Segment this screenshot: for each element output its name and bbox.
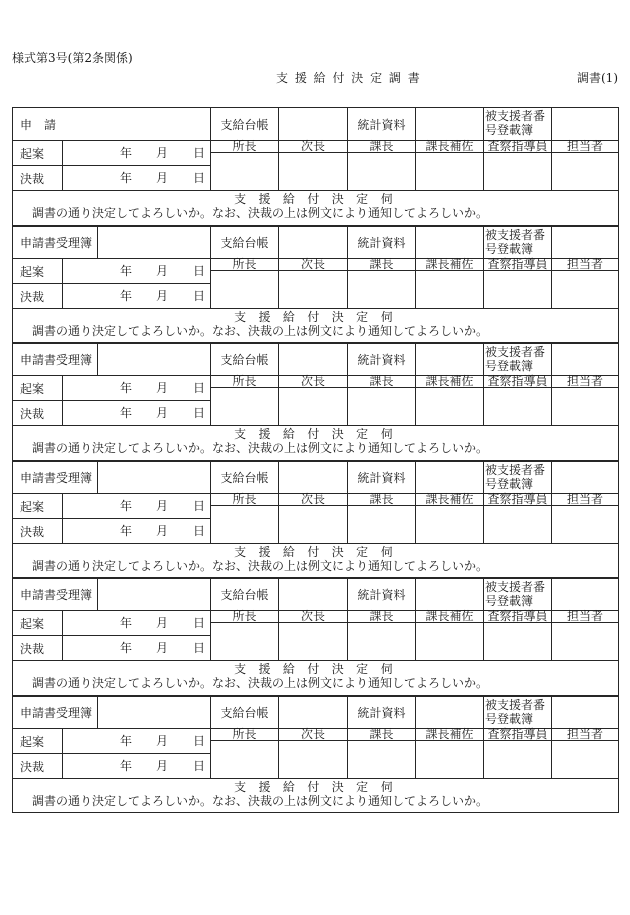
statistics-entry-cell	[415, 695, 484, 729]
role-label-staff-in-charge: 担当者	[566, 374, 603, 388]
approval-form-table	[12, 0, 619, 915]
statistics-label-cell	[347, 342, 416, 376]
stamp-box-supervisor	[483, 740, 552, 779]
draft-label: 起案	[20, 264, 45, 279]
stamp-box-assistant-section-chief	[415, 152, 484, 191]
approval-block	[12, 695, 619, 813]
statistics-label-cell	[347, 577, 416, 611]
stamp-box-deputy-director	[278, 505, 348, 544]
role-label-supervisor: 査察指導員	[487, 727, 548, 741]
approval-label: 決裁	[20, 641, 45, 656]
draft-label: 起案	[20, 499, 45, 514]
decision-cell	[12, 778, 619, 813]
decision-heading: 支 援 給 付 決 定 伺	[234, 662, 397, 676]
support-ledger-label: 支給台帳	[220, 588, 269, 602]
decision-text: 調書の通り決定してよろしいか。なお、決裁の上は例文により通知してよろしいか。	[32, 441, 489, 455]
date-day-label: 日	[193, 759, 206, 773]
support-ledger-label-cell	[210, 107, 279, 141]
statistics-entry-cell	[415, 225, 484, 259]
draft-label-cell	[12, 258, 63, 284]
stamp-box-assistant-section-chief	[415, 270, 484, 309]
decision-cell	[12, 543, 619, 578]
stamp-box-supervisor	[483, 152, 552, 191]
decision-heading: 支 援 給 付 決 定 伺	[234, 545, 397, 559]
approval-date-cell	[62, 635, 211, 661]
role-label-supervisor: 査察指導員	[487, 609, 548, 623]
application-entry-cell	[97, 342, 211, 376]
date-year-label: 年	[120, 264, 133, 278]
decision-cell	[12, 190, 619, 226]
role-label-staff-in-charge: 担当者	[566, 609, 603, 623]
application-label: 申請書受理簿	[20, 706, 93, 720]
decision-cell	[12, 660, 619, 696]
approval-label: 決裁	[20, 289, 45, 304]
date-day-label: 日	[193, 734, 206, 748]
recipient-register-label: 被支援者番号登載簿	[485, 698, 546, 726]
role-label-director: 所長	[232, 374, 257, 388]
draft-label: 起案	[20, 381, 45, 396]
statistics-entry-cell	[415, 107, 484, 141]
date-year-label: 年	[120, 406, 133, 420]
approval-date-cell	[62, 283, 211, 309]
role-label-supervisor: 査察指導員	[487, 257, 548, 271]
document-label: 調書(1)	[577, 71, 618, 85]
stamp-box-deputy-director	[278, 387, 348, 426]
application-label-cell	[12, 342, 98, 376]
statistics-label: 統計資料	[357, 471, 406, 485]
support-ledger-entry-cell	[278, 225, 348, 259]
date-day-label: 日	[193, 289, 206, 303]
role-label-deputy-director: 次長	[300, 139, 325, 153]
draft-label-cell	[12, 610, 63, 636]
role-label-supervisor: 査察指導員	[487, 374, 548, 388]
draft-label: 起案	[20, 734, 45, 749]
statistics-label-cell	[347, 460, 416, 494]
role-label-deputy-director: 次長	[300, 257, 325, 271]
role-label-section-chief: 課長	[369, 727, 394, 741]
application-label: 申 請	[20, 117, 57, 132]
stamp-box-director	[210, 270, 279, 309]
role-label-section-chief: 課長	[369, 492, 394, 506]
date-year-label: 年	[120, 641, 133, 655]
stamp-box-assistant-section-chief	[415, 740, 484, 779]
recipient-register-label: 被支援者番号登載簿	[485, 228, 546, 256]
recipient-register-entry-cell	[551, 695, 619, 729]
role-label-director: 所長	[232, 727, 257, 741]
recipient-register-label-cell	[483, 107, 552, 141]
approval-date-cell	[62, 518, 211, 544]
stamp-box-assistant-section-chief	[415, 387, 484, 426]
application-entry-cell	[97, 695, 211, 729]
stamp-box-deputy-director	[278, 152, 348, 191]
recipient-register-label-cell	[483, 342, 552, 376]
date-month-label: 月	[156, 289, 169, 303]
recipient-register-label-cell	[483, 225, 552, 259]
application-entry-cell	[97, 577, 211, 611]
stamp-box-deputy-director	[278, 622, 348, 661]
statistics-label: 統計資料	[357, 353, 406, 367]
statistics-label: 統計資料	[357, 706, 406, 720]
date-day-label: 日	[193, 499, 206, 513]
application-label-cell	[12, 460, 98, 494]
decision-cell	[12, 308, 619, 343]
draft-date-cell	[62, 375, 211, 401]
role-label-director: 所長	[232, 257, 257, 271]
role-label-director: 所長	[232, 492, 257, 506]
statistics-label-cell	[347, 107, 416, 141]
role-label-assistant-section-chief: 課長補佐	[425, 727, 474, 741]
date-day-label: 日	[193, 381, 206, 395]
support-ledger-label-cell	[210, 460, 279, 494]
role-label-director: 所長	[232, 139, 257, 153]
role-label-deputy-director: 次長	[300, 609, 325, 623]
stamp-box-director	[210, 622, 279, 661]
draft-label-cell	[12, 728, 63, 754]
decision-heading: 支 援 給 付 決 定 伺	[234, 780, 397, 794]
role-label-supervisor: 査察指導員	[487, 139, 548, 153]
date-day-label: 日	[193, 616, 206, 630]
approval-label-cell	[12, 165, 63, 191]
application-label-cell	[12, 107, 211, 141]
support-ledger-label-cell	[210, 695, 279, 729]
draft-date-cell	[62, 258, 211, 284]
stamp-box-section-chief	[347, 152, 416, 191]
approval-date-cell	[62, 165, 211, 191]
date-year-label: 年	[120, 171, 133, 185]
application-label-cell	[12, 695, 98, 729]
role-label-assistant-section-chief: 課長補佐	[425, 609, 474, 623]
date-day-label: 日	[193, 171, 206, 185]
decision-heading: 支 援 給 付 決 定 伺	[234, 427, 397, 441]
stamp-box-staff-in-charge	[551, 505, 619, 544]
role-label-assistant-section-chief: 課長補佐	[425, 374, 474, 388]
application-entry-cell	[97, 460, 211, 494]
support-ledger-label-cell	[210, 577, 279, 611]
support-ledger-entry-cell	[278, 460, 348, 494]
statistics-label-cell	[347, 695, 416, 729]
role-label-staff-in-charge: 担当者	[566, 139, 603, 153]
application-entry-cell	[97, 225, 211, 259]
date-month-label: 月	[156, 406, 169, 420]
stamp-box-supervisor	[483, 622, 552, 661]
draft-date-cell	[62, 610, 211, 636]
role-label-section-chief: 課長	[369, 257, 394, 271]
role-label-supervisor: 査察指導員	[487, 492, 548, 506]
recipient-register-label: 被支援者番号登載簿	[485, 463, 546, 491]
stamp-box-assistant-section-chief	[415, 622, 484, 661]
stamp-box-director	[210, 387, 279, 426]
support-ledger-label: 支給台帳	[220, 706, 269, 720]
application-label: 申請書受理簿	[20, 236, 93, 250]
role-label-assistant-section-chief: 課長補佐	[425, 257, 474, 271]
support-ledger-entry-cell	[278, 577, 348, 611]
statistics-entry-cell	[415, 460, 484, 494]
stamp-box-staff-in-charge	[551, 387, 619, 426]
application-label: 申請書受理簿	[20, 353, 93, 367]
role-label-staff-in-charge: 担当者	[566, 492, 603, 506]
recipient-register-entry-cell	[551, 460, 619, 494]
recipient-register-label-cell	[483, 577, 552, 611]
stamp-box-staff-in-charge	[551, 270, 619, 309]
role-label-assistant-section-chief: 課長補佐	[425, 492, 474, 506]
draft-label-cell	[12, 140, 63, 166]
support-ledger-label: 支給台帳	[220, 236, 269, 250]
date-day-label: 日	[193, 264, 206, 278]
date-day-label: 日	[193, 524, 206, 538]
date-year-label: 年	[120, 146, 133, 160]
support-ledger-entry-cell	[278, 107, 348, 141]
role-label-section-chief: 課長	[369, 374, 394, 388]
decision-text: 調書の通り決定してよろしいか。なお、決裁の上は例文により通知してよろしいか。	[32, 676, 489, 690]
support-ledger-entry-cell	[278, 695, 348, 729]
approval-label: 決裁	[20, 759, 45, 774]
draft-date-cell	[62, 493, 211, 519]
stamp-box-staff-in-charge	[551, 740, 619, 779]
approval-date-cell	[62, 400, 211, 426]
date-month-label: 月	[156, 524, 169, 538]
stamp-box-assistant-section-chief	[415, 505, 484, 544]
approval-label-cell	[12, 635, 63, 661]
date-day-label: 日	[193, 406, 206, 420]
date-year-label: 年	[120, 289, 133, 303]
role-label-section-chief: 課長	[369, 609, 394, 623]
role-label-assistant-section-chief: 課長補佐	[425, 139, 474, 153]
application-label: 申請書受理簿	[20, 588, 93, 602]
stamp-box-supervisor	[483, 387, 552, 426]
decision-text: 調書の通り決定してよろしいか。なお、決裁の上は例文により通知してよろしいか。	[32, 324, 489, 338]
recipient-register-entry-cell	[551, 107, 619, 141]
date-month-label: 月	[156, 146, 169, 160]
statistics-label: 統計資料	[357, 236, 406, 250]
draft-label-cell	[12, 375, 63, 401]
date-year-label: 年	[120, 759, 133, 773]
support-ledger-label: 支給台帳	[220, 353, 269, 367]
application-label: 申請書受理簿	[20, 471, 93, 485]
stamp-box-section-chief	[347, 387, 416, 426]
support-ledger-entry-cell	[278, 342, 348, 376]
approval-label-cell	[12, 753, 63, 779]
approval-block	[12, 107, 619, 226]
draft-label-cell	[12, 493, 63, 519]
decision-heading: 支 援 給 付 決 定 伺	[234, 192, 397, 206]
date-year-label: 年	[120, 616, 133, 630]
support-ledger-label-cell	[210, 225, 279, 259]
stamp-box-section-chief	[347, 740, 416, 779]
statistics-entry-cell	[415, 342, 484, 376]
approval-block	[12, 342, 619, 461]
approval-label: 決裁	[20, 524, 45, 539]
form-title: 支 援 給 付 決 定 調 書	[276, 71, 422, 85]
date-month-label: 月	[156, 759, 169, 773]
approval-label: 決裁	[20, 171, 45, 186]
approval-block	[12, 577, 619, 696]
date-year-label: 年	[120, 524, 133, 538]
stamp-box-section-chief	[347, 505, 416, 544]
approval-label-cell	[12, 518, 63, 544]
role-label-section-chief: 課長	[369, 139, 394, 153]
recipient-register-label-cell	[483, 695, 552, 729]
stamp-box-supervisor	[483, 505, 552, 544]
role-label-director: 所長	[232, 609, 257, 623]
date-month-label: 月	[156, 734, 169, 748]
stamp-box-supervisor	[483, 270, 552, 309]
date-year-label: 年	[120, 499, 133, 513]
support-ledger-label-cell	[210, 342, 279, 376]
statistics-label: 統計資料	[357, 117, 406, 132]
recipient-register-label: 被支援者番号登載簿	[485, 345, 546, 373]
approval-date-cell	[62, 753, 211, 779]
stamp-box-section-chief	[347, 622, 416, 661]
stamp-box-deputy-director	[278, 270, 348, 309]
date-month-label: 月	[156, 641, 169, 655]
draft-label: 起案	[20, 616, 45, 631]
date-month-label: 月	[156, 616, 169, 630]
stamp-box-director	[210, 740, 279, 779]
date-day-label: 日	[193, 641, 206, 655]
date-day-label: 日	[193, 146, 206, 160]
role-label-staff-in-charge: 担当者	[566, 727, 603, 741]
decision-cell	[12, 425, 619, 461]
approval-label-cell	[12, 283, 63, 309]
stamp-box-director	[210, 505, 279, 544]
statistics-entry-cell	[415, 577, 484, 611]
statistics-label: 統計資料	[357, 588, 406, 602]
recipient-register-label: 被支援者番号登載簿	[485, 580, 546, 608]
role-label-deputy-director: 次長	[300, 727, 325, 741]
date-month-label: 月	[156, 499, 169, 513]
support-ledger-label: 支給台帳	[220, 471, 269, 485]
role-label-deputy-director: 次長	[300, 492, 325, 506]
approval-label-cell	[12, 400, 63, 426]
role-label-deputy-director: 次長	[300, 374, 325, 388]
date-month-label: 月	[156, 171, 169, 185]
statistics-label-cell	[347, 225, 416, 259]
decision-heading: 支 援 給 付 決 定 伺	[234, 310, 397, 324]
draft-date-cell	[62, 140, 211, 166]
application-label-cell	[12, 577, 98, 611]
stamp-box-deputy-director	[278, 740, 348, 779]
stamp-box-staff-in-charge	[551, 622, 619, 661]
recipient-register-label-cell	[483, 460, 552, 494]
stamp-box-director	[210, 152, 279, 191]
decision-text: 調書の通り決定してよろしいか。なお、決裁の上は例文により通知してよろしいか。	[32, 559, 489, 573]
support-ledger-label: 支給台帳	[220, 117, 269, 132]
date-year-label: 年	[120, 381, 133, 395]
decision-text: 調書の通り決定してよろしいか。なお、決裁の上は例文により通知してよろしいか。	[32, 206, 489, 220]
decision-text: 調書の通り決定してよろしいか。なお、決裁の上は例文により通知してよろしいか。	[32, 794, 489, 808]
stamp-box-section-chief	[347, 270, 416, 309]
approval-block	[12, 225, 619, 343]
draft-label: 起案	[20, 146, 45, 161]
application-label-cell	[12, 225, 98, 259]
recipient-register-entry-cell	[551, 342, 619, 376]
date-year-label: 年	[120, 734, 133, 748]
date-month-label: 月	[156, 381, 169, 395]
form-number: 様式第3号(第2条関係)	[12, 51, 133, 65]
approval-block	[12, 460, 619, 578]
date-month-label: 月	[156, 264, 169, 278]
recipient-register-entry-cell	[551, 577, 619, 611]
draft-date-cell	[62, 728, 211, 754]
recipient-register-entry-cell	[551, 225, 619, 259]
role-label-staff-in-charge: 担当者	[566, 257, 603, 271]
recipient-register-label: 被支援者番号登載簿	[485, 109, 546, 137]
stamp-box-staff-in-charge	[551, 152, 619, 191]
approval-label: 決裁	[20, 406, 45, 421]
